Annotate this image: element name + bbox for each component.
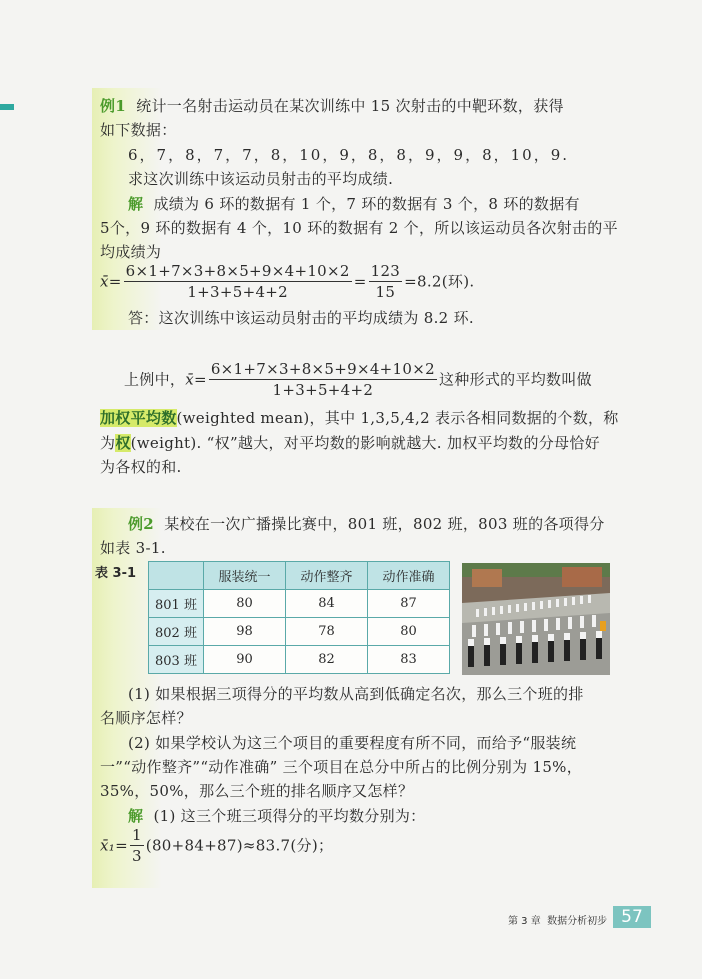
para-fraction xyxy=(209,360,437,399)
table-row xyxy=(149,590,450,618)
question1-line2: 名顺序怎样？ xyxy=(100,709,192,727)
para-xbar: x̄ xyxy=(185,370,194,389)
example1-data: 6，7，8，7，7，8，10，9，8，8，9，9，8，10，9. xyxy=(128,146,570,164)
question1-line1: (1) 如果根据三项得分的平均数从高到低确定名次，那么三个班的排 xyxy=(128,685,584,703)
weighted-mean-formula-line xyxy=(124,360,592,399)
fraction-denominator: 3 xyxy=(131,847,142,865)
formula-equals: = xyxy=(353,272,367,291)
formula-denominator: 1+3+5+4+2 xyxy=(187,283,289,301)
score-table xyxy=(148,561,450,674)
para-line2-text: (weighted mean)，其中 1,3,5,4,2 表示各相同数据的个数，称 xyxy=(176,409,619,427)
footer-title: 数据分析初步 xyxy=(547,916,608,927)
para-prefix: 上例中， xyxy=(124,370,186,389)
example1-text: 统计一名射击运动员在某次训练中 15 次射击的中靶环数，获得 xyxy=(136,97,564,115)
para-line3-prefix: 为 xyxy=(100,434,116,452)
row-header-cell: 801 班 xyxy=(149,590,204,618)
example2-text: 某校在一次广播操比赛中，801 班，802 班，803 班的各项得分 xyxy=(164,515,605,533)
example2-line2: 如表 3-1. xyxy=(100,539,166,557)
para-equals: = xyxy=(193,370,207,389)
solution-label: 解 xyxy=(128,195,144,213)
exercise-photo-image xyxy=(462,563,610,675)
x1-lhs: x̄₁= xyxy=(100,836,128,855)
solution-text: 成绩为 6 环的数据有 1 个，7 环的数据有 3 个，8 环的数据有 xyxy=(153,195,580,213)
example1-formula xyxy=(100,262,474,301)
fraction-numerator: 1 xyxy=(131,826,142,844)
formula-result: =8.2(环). xyxy=(404,272,475,291)
chapter-footer xyxy=(508,912,607,927)
table-cell: 80 xyxy=(204,590,286,618)
example1-label: 例1 xyxy=(100,97,127,115)
term-weighted-mean: 加权平均数 xyxy=(100,409,177,427)
formula-numerator: 6×1+7×3+8×5+9×4+10×2 xyxy=(125,262,350,280)
term-weight: 权 xyxy=(115,434,131,452)
table-header-cell: 动作准确 xyxy=(368,562,450,590)
example1-line2: 如下数据： xyxy=(100,121,177,139)
table-label: 表 3-1 xyxy=(95,566,137,581)
example1-solution-line1 xyxy=(128,194,580,214)
table-header-cell: 动作整齐 xyxy=(286,562,368,590)
example2-solution-line1 xyxy=(128,806,425,826)
table-header-row xyxy=(149,562,450,590)
formula-lhs: x̄= xyxy=(100,272,122,291)
para-line3 xyxy=(100,433,600,453)
example1-solution-line2: 5个，9 环的数据有 4 个，10 环的数据有 2 个，所以该运动员各次射击的平 xyxy=(100,219,618,237)
table-cell: 84 xyxy=(286,590,368,618)
table-cell: 90 xyxy=(204,646,286,674)
exercise-photo xyxy=(462,563,610,675)
solution-text: (1) 这三个班三项得分的平均数分别为： xyxy=(153,807,426,825)
example1-line1 xyxy=(100,96,564,116)
table-cell: 80 xyxy=(368,618,450,646)
para-line2 xyxy=(100,408,619,428)
para-suffix: 这种形式的平均数叫做 xyxy=(438,370,592,389)
example2-line1 xyxy=(128,514,605,534)
example1-answer: 答：这次训练中该运动员射击的平均成绩为 8.2 环. xyxy=(128,309,474,327)
table-header-cell: 服装统一 xyxy=(204,562,286,590)
margin-marker xyxy=(0,104,14,110)
example1-question: 求这次训练中该运动员射击的平均成绩. xyxy=(128,170,394,188)
table-row xyxy=(149,618,450,646)
footer-chapter: 第 3 章 xyxy=(508,916,541,927)
para-line4: 为各权的和. xyxy=(100,458,182,476)
para-numerator: 6×1+7×3+8×5+9×4+10×2 xyxy=(210,360,435,378)
row-header-cell: 802 班 xyxy=(149,618,204,646)
table-cell: 83 xyxy=(368,646,450,674)
solution-label: 解 xyxy=(128,807,144,825)
para-denominator: 1+3+5+4+2 xyxy=(272,381,374,399)
row-header-cell: 803 班 xyxy=(149,646,204,674)
para-line3-text: (weight). “权”越大，对平均数的影响就越大. 加权平均数的分母恰好 xyxy=(130,434,600,452)
question2-line3: 35%，50%，那么三个班的排名顺序又怎样？ xyxy=(100,782,414,800)
example1-solution-line3: 均成绩为 xyxy=(100,243,162,261)
one-third-fraction xyxy=(130,826,144,865)
formula-fraction xyxy=(124,262,352,301)
page-number: 57 xyxy=(613,906,651,928)
x1-rest: (80+84+87)≈83.7(分)； xyxy=(145,836,334,855)
question2-line1: (2) 如果学校认为这三个项目的重要程度有所不同，而给予“服装统 xyxy=(128,734,577,752)
table-cell: 87 xyxy=(368,590,450,618)
table-cell: 78 xyxy=(286,618,368,646)
table-header-cell xyxy=(149,562,204,590)
table-cell: 82 xyxy=(286,646,368,674)
table-row xyxy=(149,646,450,674)
formula-numerator2: 123 xyxy=(370,262,401,280)
formula-fraction2 xyxy=(369,262,403,301)
table-cell: 98 xyxy=(204,618,286,646)
example2-label: 例2 xyxy=(128,515,155,533)
mean-801-formula xyxy=(100,826,333,865)
question2-line2: 一”“动作整齐”“动作准确” 三个项目在总分中所占的比例分别为 15%， xyxy=(100,758,583,776)
formula-denominator2: 15 xyxy=(375,283,396,301)
